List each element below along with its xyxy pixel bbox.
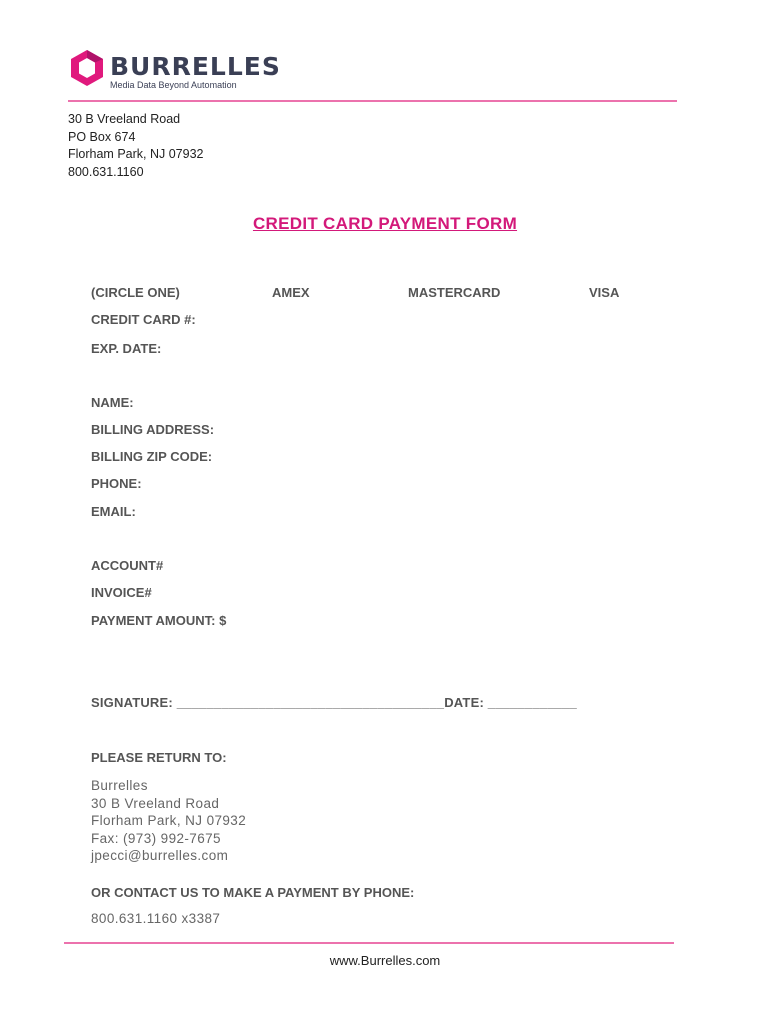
return-street: 30 B Vreeland Road	[91, 795, 220, 811]
payment-amount-label: PAYMENT AMOUNT: $	[91, 613, 227, 628]
return-city: Florham Park, NJ 07932	[91, 813, 247, 828]
billing-address-label: BILLING ADDRESS:	[91, 422, 215, 437]
address-line: Florham Park, NJ 07932	[68, 147, 204, 161]
card-option-amex[interactable]: AMEX	[272, 285, 310, 300]
return-address-block	[91, 777, 246, 865]
contact-phone: 800.631.1160 x3387	[91, 911, 221, 926]
circle-one-label: (CIRCLE ONE)	[91, 285, 180, 300]
company-address	[68, 111, 203, 181]
footer-website-link[interactable]: www.Burrelles.com	[329, 953, 441, 968]
address-line: PO Box 674	[68, 129, 136, 144]
account-label: ACCOUNT#	[91, 558, 164, 573]
return-fax: Fax: (973) 992-7675	[91, 830, 221, 846]
header-divider	[68, 100, 677, 102]
billing-zip-label: BILLING ZIP CODE:	[91, 449, 213, 464]
form-title: CREDIT CARD PAYMENT FORM	[252, 214, 518, 233]
logo-wordmark: BURRELLES	[110, 52, 281, 81]
address-phone: 800.631.1160	[68, 164, 144, 179]
footer-divider	[64, 942, 674, 944]
name-label: NAME:	[91, 395, 134, 410]
email-label: EMAIL:	[91, 504, 136, 519]
return-company: Burrelles	[91, 778, 148, 793]
card-option-visa[interactable]: VISA	[589, 285, 620, 300]
address-line: 30 B Vreeland Road	[68, 112, 181, 126]
card-option-mastercard[interactable]: MASTERCARD	[408, 285, 501, 300]
logo-tagline: Media Data Beyond Automation	[110, 80, 237, 90]
signature-date-line: SIGNATURE: ____________________________________DATE: ____________	[91, 695, 577, 710]
invoice-label: INVOICE#	[91, 585, 152, 600]
credit-card-number-label: CREDIT CARD #:	[91, 312, 196, 327]
return-to-heading: PLEASE RETURN TO:	[91, 750, 227, 765]
hexagon-logo-icon	[68, 48, 106, 88]
phone-label: PHONE:	[91, 476, 142, 491]
exp-date-label: EXP. DATE:	[91, 341, 162, 356]
return-email[interactable]: jpecci@burrelles.com	[91, 848, 229, 863]
contact-heading: OR CONTACT US TO MAKE A PAYMENT BY PHONE:	[91, 885, 415, 900]
